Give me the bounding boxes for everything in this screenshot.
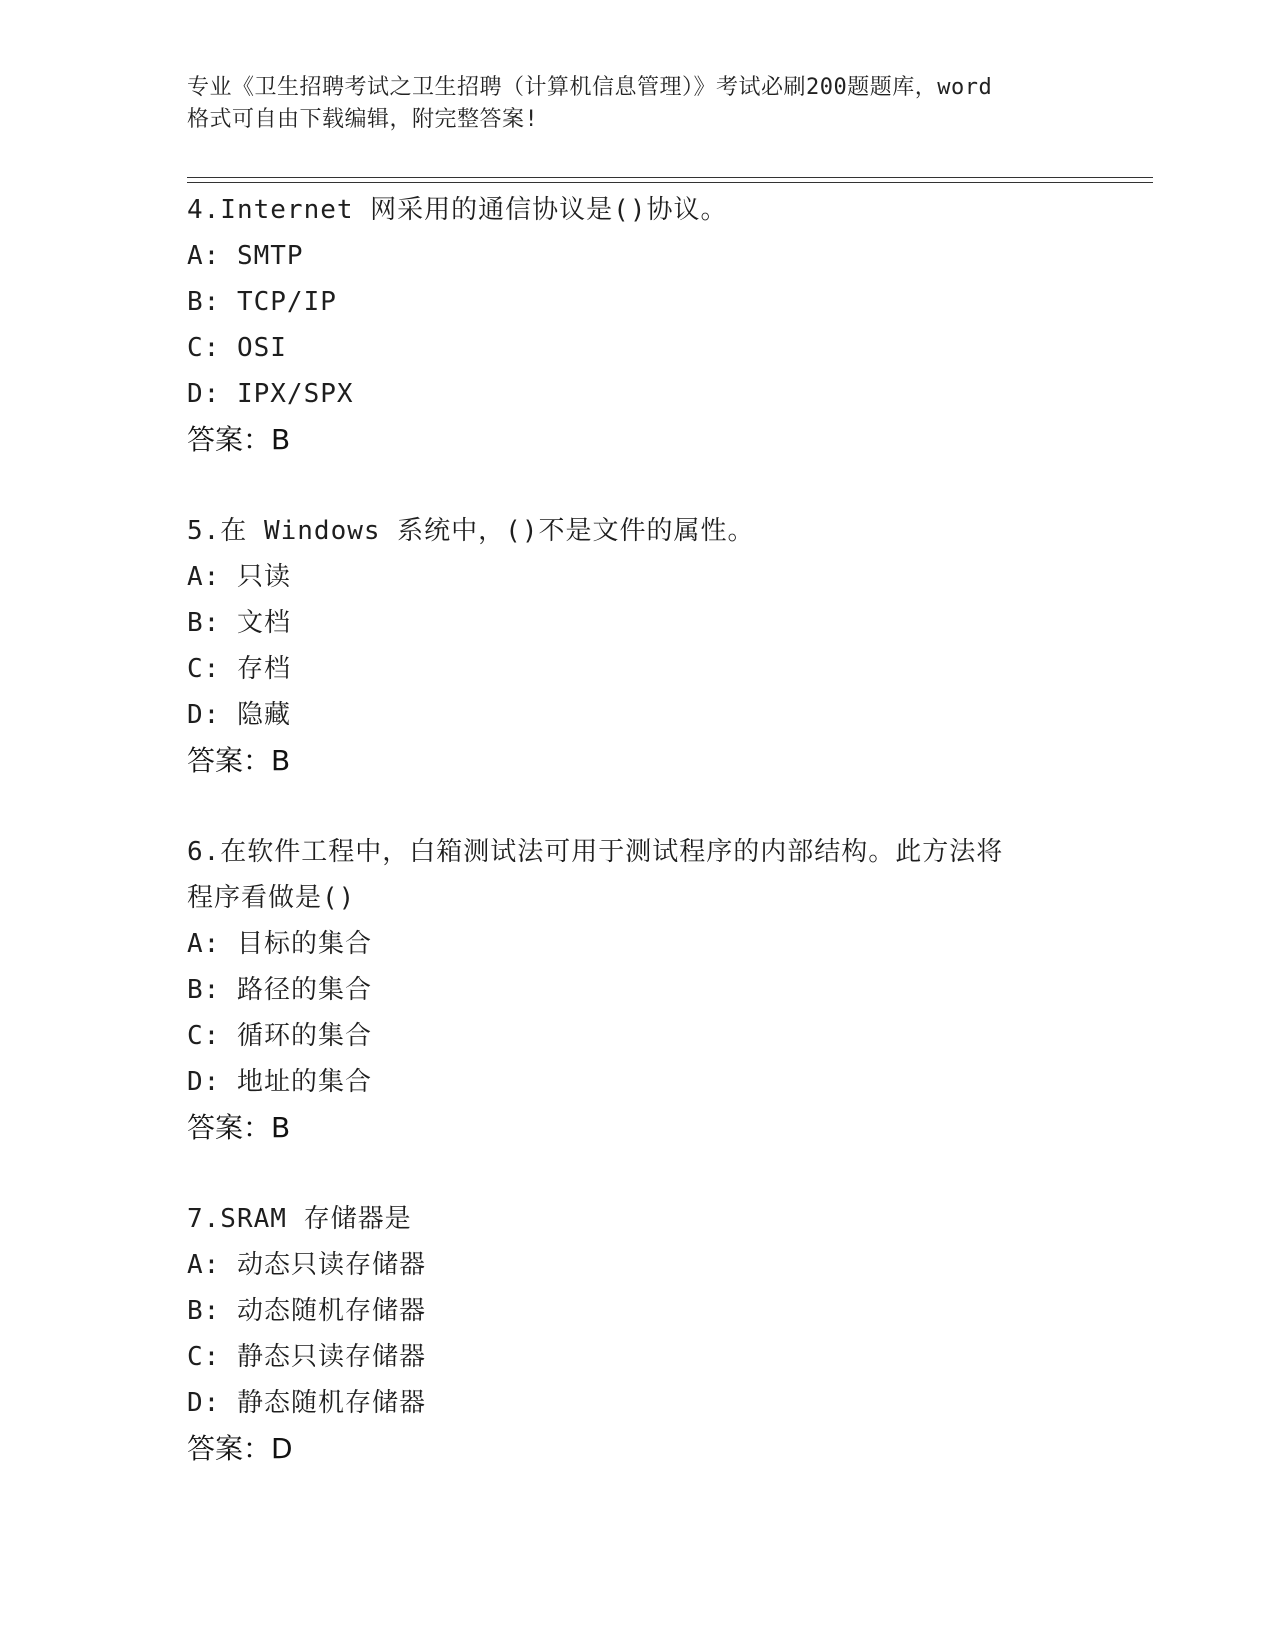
question-7-answer: 答案：D	[187, 1432, 293, 1465]
question-7-option-a: A: 动态只读存储器	[187, 1250, 426, 1280]
question-4-option-d: D: IPX/SPX	[187, 379, 354, 409]
document-header	[187, 72, 1087, 136]
question-5-option-b: B: 文档	[187, 608, 291, 638]
question-7	[187, 1196, 1087, 1472]
question-6-answer: 答案：B	[187, 1111, 291, 1144]
question-6-option-b: B: 路径的集合	[187, 975, 372, 1005]
question-6-option-d: D: 地址的集合	[187, 1067, 372, 1097]
question-4	[187, 187, 1087, 463]
question-7-option-d: D: 静态随机存储器	[187, 1388, 426, 1418]
question-4-option-b: B: TCP/IP	[187, 287, 337, 317]
question-5-option-c: C: 存档	[187, 654, 291, 684]
question-5-option-d: D: 隐藏	[187, 700, 291, 730]
question-6-text-line-2: 程序看做是()	[187, 883, 356, 913]
question-6-option-a: A: 目标的集合	[187, 929, 372, 959]
question-6-option-c: C: 循环的集合	[187, 1021, 372, 1051]
question-7-option-c: C: 静态只读存储器	[187, 1342, 426, 1372]
question-5	[187, 508, 1087, 784]
question-6	[187, 829, 1087, 1151]
question-6-text-line-1: 6.在软件工程中，白箱测试法可用于测试程序的内部结构。此方法将	[187, 837, 1004, 867]
header-line-1: 专业《卫生招聘考试之卫生招聘（计算机信息管理）》考试必刷200题题库，word	[187, 75, 993, 100]
question-4-option-a: A: SMTP	[187, 241, 304, 271]
question-5-option-a: A: 只读	[187, 562, 291, 592]
question-4-option-c: C: OSI	[187, 333, 287, 363]
question-4-text: 4.Internet 网采用的通信协议是()协议。	[187, 195, 728, 225]
header-divider-bottom	[187, 182, 1153, 183]
question-5-text: 5.在 Windows 系统中，()不是文件的属性。	[187, 516, 755, 546]
header-line-2: 格式可自由下载编辑，附完整答案!	[187, 107, 539, 132]
question-7-text: 7.SRAM 存储器是	[187, 1204, 412, 1234]
header-divider-top	[187, 177, 1153, 178]
question-7-option-b: B: 动态随机存储器	[187, 1296, 426, 1326]
question-5-answer: 答案：B	[187, 744, 291, 777]
question-4-answer: 答案：B	[187, 423, 291, 456]
